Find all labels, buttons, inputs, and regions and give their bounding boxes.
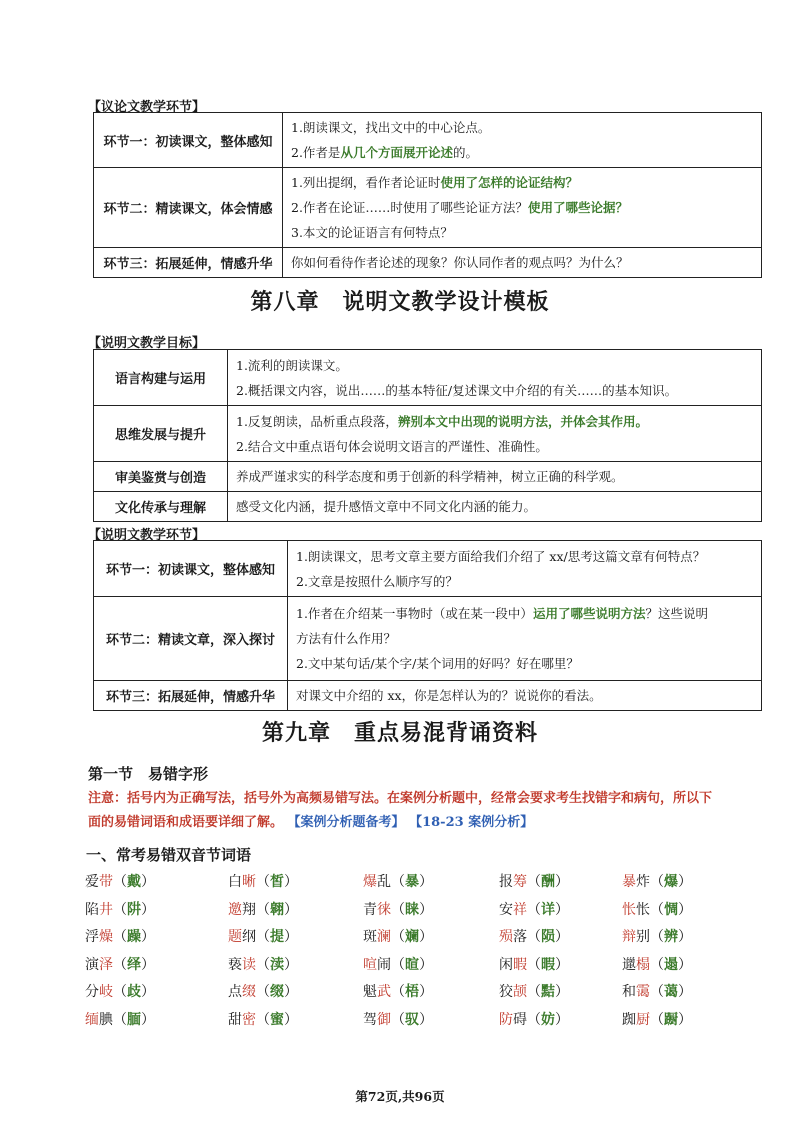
row-head: 环节二：精读课文，体会情感 [94, 168, 283, 248]
correct-char: 详 [541, 901, 555, 918]
wrong-char: 井 [99, 901, 113, 918]
word-item [85, 981, 155, 1001]
highlight-text: 使用了怎样的论证结构？ [440, 175, 578, 190]
word-row [85, 1009, 735, 1035]
wrong-char: 喧 [363, 956, 377, 973]
row-content [283, 113, 762, 168]
row-head: 环节三：拓展延伸，情感升华 [94, 681, 288, 711]
table-row [94, 681, 762, 711]
wrong-char: 霭 [636, 984, 650, 1001]
correct-char: 惆 [664, 901, 678, 918]
text-segment: 方法有什么作用？ [296, 631, 397, 646]
paren: （ [113, 984, 127, 1001]
word-char: 爱 [85, 874, 99, 890]
word-char: 别 [636, 929, 650, 946]
paren: ） [284, 929, 298, 946]
content-line [296, 683, 753, 708]
text-segment: 1.反复朗读，品析重点段落， [236, 413, 398, 429]
word-row [85, 899, 735, 925]
paren: （ [391, 956, 405, 973]
highlight-text: 运用了哪些说明方法 [532, 606, 646, 621]
text-segment: 1.列出提纲，看作者论证时 [291, 175, 441, 190]
paren: （ [113, 901, 127, 918]
steps-tag: 【说明文教学环节】 [88, 528, 206, 543]
content-line [291, 115, 753, 140]
wrong-char: 带 [99, 874, 113, 890]
correct-char: 酬 [541, 874, 555, 890]
text-segment: 1.朗读课文，找出文中的中心论点。 [291, 120, 491, 135]
paren: ） [555, 901, 569, 918]
content-line [291, 220, 753, 245]
text-segment: ？这些说明 [645, 606, 708, 621]
paren: （ [650, 984, 664, 1001]
word-item [85, 899, 155, 919]
paren: ） [419, 956, 433, 973]
word-item [499, 954, 569, 974]
paren: （ [650, 929, 664, 946]
paren: （ [256, 984, 270, 1001]
correct-char: 蔼 [664, 984, 678, 1001]
paren: （ [391, 901, 405, 918]
word-char: 魁 [363, 984, 377, 1001]
word-char: 报 [499, 874, 513, 890]
correct-char: 蹰 [664, 1012, 678, 1028]
word-char: 落 [513, 929, 527, 946]
word-char: 翔 [242, 901, 256, 918]
text-segment: 2.文中某句话/某个字/某个词用的好吗？好在哪里？ [296, 656, 579, 671]
word-char: 邋 [622, 956, 636, 973]
word-row [85, 981, 735, 1007]
correct-char: 蜜 [270, 1012, 284, 1028]
correct-char: 翱 [270, 901, 284, 918]
table-row [94, 597, 762, 681]
paren: （ [527, 874, 541, 890]
row-head: 环节一：初读课文，整体感知 [94, 541, 288, 597]
word-char: 陷 [85, 901, 99, 918]
paren: （ [391, 929, 405, 946]
paren: ） [141, 874, 155, 890]
wrong-char: 祥 [513, 901, 527, 918]
table-row [94, 462, 762, 492]
word-item [85, 871, 155, 891]
word-item [622, 926, 692, 946]
row-content [228, 462, 762, 492]
wrong-char: 缀 [242, 984, 256, 1001]
word-item [363, 871, 433, 891]
wrong-char: 御 [377, 1012, 391, 1028]
word-char: 怅 [636, 901, 650, 918]
paren: （ [650, 1012, 664, 1028]
word-char: 闲 [499, 956, 513, 973]
table-row [94, 406, 762, 462]
goals-table [93, 349, 762, 522]
correct-char: 绎 [127, 956, 141, 973]
paren: （ [650, 956, 664, 973]
paren: ） [141, 956, 155, 973]
content-line [236, 434, 753, 459]
highlight-text: 使用了哪些论据？ [527, 200, 628, 215]
wrong-char: 缅 [85, 1012, 99, 1028]
paren: （ [391, 874, 405, 890]
correct-char: 歧 [127, 984, 141, 1001]
row-content [283, 168, 762, 248]
word-char: 斑 [363, 929, 377, 946]
paren: ） [678, 956, 692, 973]
content-line [291, 140, 753, 165]
correct-char: 暇 [541, 956, 555, 973]
word-item [228, 981, 298, 1001]
content-line [291, 250, 753, 275]
paren: ） [555, 956, 569, 973]
paren: （ [256, 929, 270, 946]
paren: ） [678, 901, 692, 918]
wrong-char: 榻 [636, 956, 650, 973]
content-line [296, 651, 753, 676]
subsection-title: 一、常考易错双音节词语 [86, 846, 252, 864]
correct-char: 斓 [405, 929, 419, 946]
word-item [363, 954, 433, 974]
wrong-char: 暴 [622, 874, 636, 890]
wrong-char: 密 [242, 1012, 256, 1028]
text-segment: 的。 [452, 145, 478, 160]
text-segment: 养成严谨求实的科学态度和勇于创新的科学精神，树立正确的科学观。 [236, 469, 624, 484]
correct-char: 躁 [127, 929, 141, 946]
row-content [283, 248, 762, 278]
paren: ） [284, 956, 298, 973]
wrong-char: 泽 [99, 956, 113, 973]
word-item [499, 981, 569, 1001]
row-content [228, 492, 762, 522]
table-row [94, 350, 762, 406]
word-char: 狡 [499, 984, 513, 1001]
paren: （ [391, 984, 405, 1001]
wrong-char: 晰 [242, 874, 256, 890]
word-item [363, 981, 433, 1001]
paren: （ [527, 901, 541, 918]
content-line [236, 353, 753, 378]
correct-char: 驭 [405, 1012, 419, 1028]
steps-table [93, 540, 762, 711]
correct-char: 陨 [541, 929, 555, 946]
word-item [85, 954, 155, 974]
correct-char: 梧 [405, 984, 419, 1001]
paren: ） [141, 1012, 155, 1028]
paren: ） [555, 929, 569, 946]
word-char: 亵 [228, 956, 242, 973]
paren: （ [256, 1012, 270, 1028]
word-row [85, 926, 735, 952]
word-char: 分 [85, 984, 99, 1001]
paren: （ [113, 1012, 127, 1028]
text-segment: 2.文章是按照什么顺序写的？ [296, 573, 458, 589]
section-title: 第一节 易错字形 [88, 765, 209, 783]
word-char: 闹 [377, 956, 391, 973]
correct-char: 暴 [405, 874, 419, 890]
word-item [363, 1009, 433, 1029]
correct-char: 妨 [541, 1012, 555, 1028]
word-char: 点 [228, 984, 242, 1001]
wrong-char: 爆 [363, 874, 377, 890]
correct-char: 提 [270, 929, 284, 946]
paren: （ [527, 956, 541, 973]
paren: ） [419, 1012, 433, 1028]
correct-char: 黠 [541, 984, 555, 1001]
correct-char: 遢 [664, 956, 678, 973]
content-line [296, 601, 753, 626]
note [88, 787, 778, 835]
word-item [363, 926, 433, 946]
paren: ） [284, 874, 298, 890]
row-content [288, 541, 762, 597]
word-item [228, 954, 298, 974]
correct-char: 腼 [127, 1012, 141, 1028]
wrong-char: 防 [499, 1012, 513, 1028]
word-char: 演 [85, 956, 99, 973]
correct-char: 暄 [405, 956, 419, 973]
word-item [228, 871, 298, 891]
word-char: 纲 [242, 929, 256, 946]
content-line [236, 409, 753, 434]
table-row [94, 492, 762, 522]
word-char: 安 [499, 901, 513, 918]
word-item [228, 1009, 298, 1029]
paren: （ [391, 1012, 405, 1028]
word-item [499, 871, 569, 891]
word-char: 碍 [513, 1012, 527, 1028]
word-item [228, 926, 298, 946]
row-content [288, 597, 762, 681]
word-char: 浮 [85, 929, 99, 946]
row-head: 思维发展与提升 [94, 406, 228, 462]
page-footer: 第72页,共96页 [355, 1089, 445, 1104]
paren: ） [555, 1012, 569, 1028]
wrong-char: 暇 [513, 956, 527, 973]
note-link[interactable]: 【18-23 案例分析】 [409, 815, 534, 830]
wrong-char: 澜 [377, 929, 391, 946]
word-item [622, 954, 692, 974]
correct-char: 戴 [127, 874, 141, 890]
content-line [296, 544, 753, 569]
text-segment: 对课文中介绍的 xx，你是怎样认为的？说说你的看法。 [296, 688, 602, 703]
word-char: 腆 [99, 1012, 113, 1028]
row-head: 语言构建与运用 [94, 350, 228, 406]
wrong-char: 燥 [99, 929, 113, 946]
paren: （ [650, 901, 664, 918]
word-item [363, 899, 433, 919]
wrong-char: 颉 [513, 984, 527, 1001]
text-segment: 1.作者在介绍某一事物时（或在某一段中） [296, 606, 533, 621]
text-segment: 1.朗读课文，思考文章主要方面给我们介绍了 xx/思考这篇文章有何特点？ [296, 548, 706, 564]
word-char: 甜 [228, 1012, 242, 1028]
content-line [296, 626, 753, 651]
row-content [288, 681, 762, 711]
word-char: 炸 [636, 874, 650, 890]
text-segment: 1.流利的朗读课文。 [236, 357, 348, 373]
wrong-char: 题 [228, 929, 242, 946]
highlight-text: 从几个方面展开论述 [340, 145, 453, 160]
word-row [85, 871, 735, 897]
paren: （ [256, 956, 270, 973]
correct-char: 皙 [270, 874, 284, 890]
wrong-char: 殒 [499, 929, 513, 946]
paren: （ [113, 956, 127, 973]
word-item [85, 926, 155, 946]
table-row [94, 248, 762, 278]
text-segment: 2.结合文中重点语句体会说明文语言的严谨性、准确性。 [236, 438, 548, 454]
correct-char: 睐 [405, 901, 419, 918]
paren: （ [527, 1012, 541, 1028]
content-line [291, 170, 753, 195]
word-item [85, 1009, 155, 1029]
word-char: 和 [622, 984, 636, 1001]
note-line [88, 811, 778, 835]
paren: ） [419, 874, 433, 890]
paren: ） [678, 929, 692, 946]
content-line [236, 378, 753, 403]
paren: ） [678, 874, 692, 890]
wrong-char: 岐 [99, 984, 113, 1001]
paren: ） [284, 901, 298, 918]
row-content [228, 350, 762, 406]
table-row [94, 541, 762, 597]
row-head: 环节三：拓展延伸，情感升华 [94, 248, 283, 278]
word-char: 踟 [622, 1012, 636, 1028]
paren: ） [141, 901, 155, 918]
paren: ） [419, 984, 433, 1001]
correct-char: 渎 [270, 956, 284, 973]
paren: （ [113, 929, 127, 946]
paren: ） [141, 984, 155, 1001]
text-segment: 感受文化内涵，提升感悟文章中不同文化内涵的能力。 [236, 499, 537, 514]
wrong-char: 怅 [622, 901, 636, 918]
highlight-text: 辨别本文中出现的说明方法，并体会其作用。 [397, 413, 648, 429]
table-row [94, 113, 762, 168]
paren: （ [527, 984, 541, 1001]
word-char: 白 [228, 874, 242, 890]
paren: ） [141, 929, 155, 946]
word-item [622, 981, 692, 1001]
text-segment: 你如何看待作者论述的现象？你认同作者的观点吗？为什么？ [291, 255, 629, 270]
word-item [499, 899, 569, 919]
correct-char: 缀 [270, 984, 284, 1001]
paren: ） [555, 874, 569, 890]
word-item [622, 899, 692, 919]
word-char: 青 [363, 901, 377, 918]
paren: ） [555, 984, 569, 1001]
note-link[interactable]: 【案例分析题备考】 [287, 815, 405, 830]
row-head: 审美鉴赏与创造 [94, 462, 228, 492]
chapter-title: 第八章 说明文教学设计模板 [250, 289, 550, 315]
paren: ） [419, 929, 433, 946]
word-item [228, 899, 298, 919]
word-item [622, 871, 692, 891]
correct-char: 阱 [127, 901, 141, 918]
word-item [499, 1009, 569, 1029]
word-row [85, 954, 735, 980]
wrong-char: 邀 [228, 901, 242, 918]
paren: ） [678, 1012, 692, 1028]
content-line [296, 569, 753, 594]
text-segment: 2.概括课文内容，说出……的基本特征/复述课文中介绍的有关……的基本知识。 [236, 382, 678, 398]
correct-char: 辨 [664, 929, 678, 946]
goals-tag: 【说明文教学目标】 [88, 336, 206, 351]
table-row [94, 168, 762, 248]
text-segment: 2.作者在论证……时使用了哪些论证方法？ [291, 200, 528, 215]
word-char: 乱 [377, 874, 391, 890]
text-segment: 3.本文的论证语言有何特点？ [291, 225, 453, 240]
chapter-title: 第九章 重点易混背诵资料 [261, 720, 538, 746]
row-head: 文化传承与理解 [94, 492, 228, 522]
note-line: 注意：括号内为正确写法，括号外为高频易错写法。在案例分析题中，经常会要求考生找错字和病句，所以下 [88, 791, 713, 806]
word-item [622, 1009, 692, 1029]
row-content [228, 406, 762, 462]
content-line [236, 464, 753, 489]
content-line [291, 195, 753, 220]
content-line [236, 494, 753, 519]
paren: （ [256, 874, 270, 890]
wrong-char: 筹 [513, 874, 527, 890]
paren: （ [113, 874, 127, 890]
argument-table [93, 112, 762, 278]
wrong-char: 读 [242, 956, 256, 973]
word-char: 驾 [363, 1012, 377, 1028]
row-head: 环节二：精读文章，深入探讨 [94, 597, 288, 681]
paren: （ [256, 901, 270, 918]
text-segment: 2.作者是 [291, 145, 341, 160]
paren: （ [650, 874, 664, 890]
wrong-char: 辩 [622, 929, 636, 946]
argument-tag: 【议论文教学环节】 [88, 100, 206, 115]
paren: ） [419, 901, 433, 918]
wrong-char: 徕 [377, 901, 391, 918]
row-head: 环节一：初读课文，整体感知 [94, 113, 283, 168]
correct-char: 爆 [664, 874, 678, 890]
paren: ） [678, 984, 692, 1001]
paren: ） [284, 1012, 298, 1028]
word-item [499, 926, 569, 946]
paren: ） [284, 984, 298, 1001]
wrong-char: 武 [377, 984, 391, 1001]
paren: （ [527, 929, 541, 946]
wrong-char: 厨 [636, 1012, 650, 1028]
note-text: 面的易错词语和成语要详细了解。 [88, 815, 284, 830]
